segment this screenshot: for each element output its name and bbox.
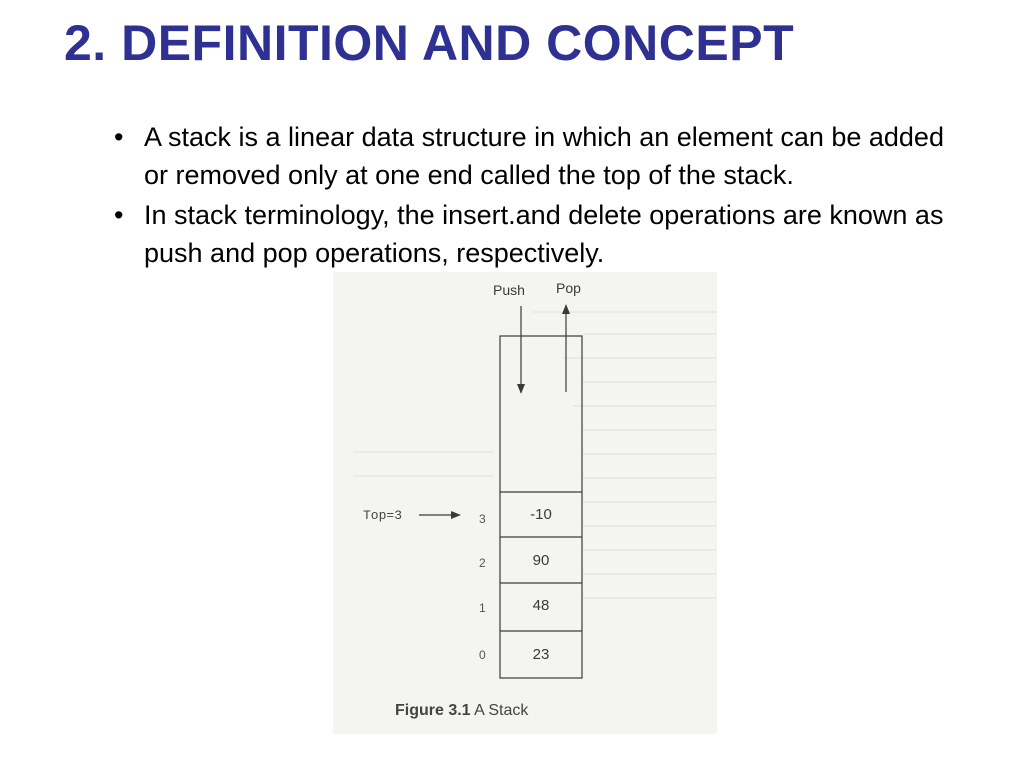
stack-index: 3 <box>479 512 486 526</box>
stack-value: 23 <box>532 646 550 663</box>
bullet-text: In stack terminology, the insert.and delete operations are known as push and pop operations, respectively. <box>144 200 944 268</box>
bullet-marker: • <box>114 200 124 230</box>
bullet-list <box>112 118 972 274</box>
stack-index: 0 <box>479 648 486 662</box>
stack-figure-image <box>333 272 717 734</box>
stack-value: 90 <box>532 552 550 569</box>
stack-diagram <box>333 272 717 734</box>
figure-caption-text: A Stack <box>470 702 529 719</box>
push-label: Push <box>493 282 525 298</box>
stack-value: -10 <box>530 506 552 523</box>
bullet-item <box>112 196 972 272</box>
stack-value: 48 <box>532 597 550 614</box>
figure-caption <box>395 702 528 720</box>
page-title: 2. DEFINITION AND CONCEPT <box>64 15 795 71</box>
pop-label: Pop <box>556 280 581 296</box>
stack-index: 1 <box>479 601 486 615</box>
bullet-text: A stack is a linear data structure in which an element can be added or removed only at one end called the top of the stack. <box>144 122 944 190</box>
stack-index: 2 <box>479 556 486 570</box>
top-pointer-label: Top=3 <box>363 508 403 523</box>
bullet-marker: • <box>114 122 124 152</box>
figure-caption-number: Figure 3.1 <box>395 702 471 719</box>
bullet-item <box>112 118 972 194</box>
